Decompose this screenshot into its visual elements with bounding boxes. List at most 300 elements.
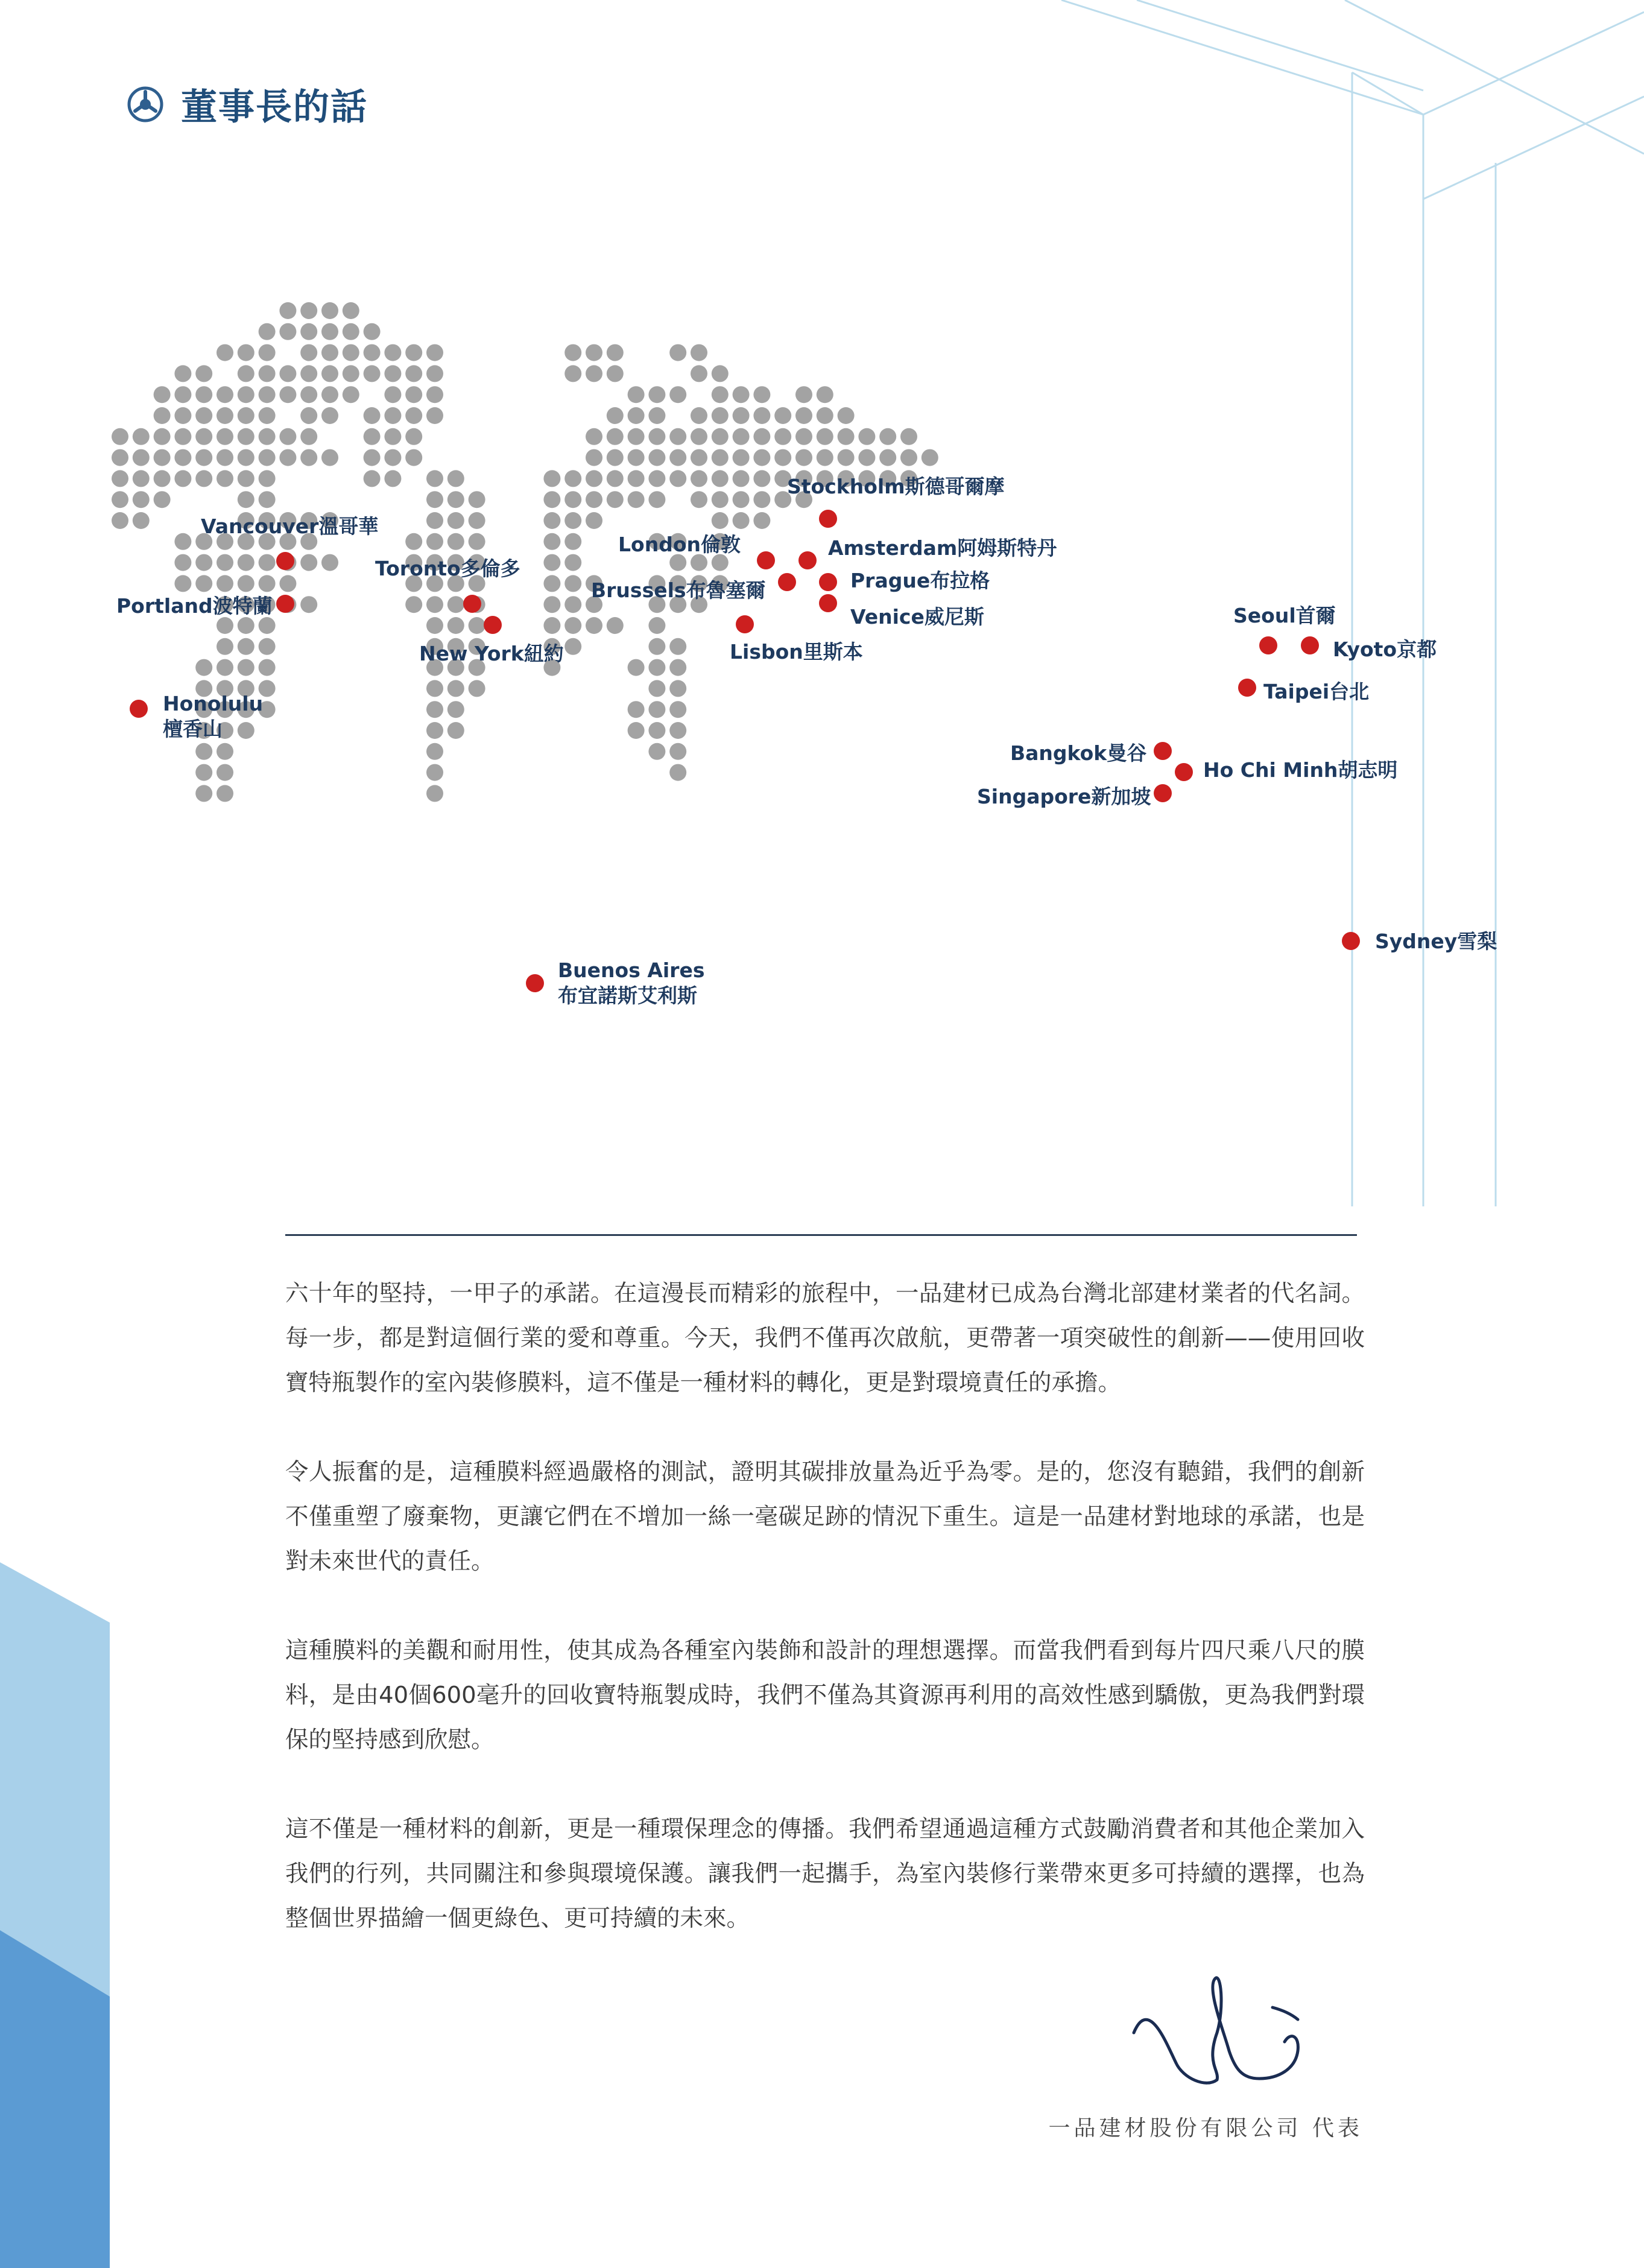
land-dot bbox=[259, 449, 276, 466]
city-marker-seoul bbox=[1259, 636, 1277, 654]
land-dot bbox=[795, 449, 812, 466]
land-dot bbox=[426, 491, 443, 508]
land-dot bbox=[543, 512, 560, 529]
land-dot bbox=[259, 323, 276, 340]
land-dot bbox=[259, 344, 276, 361]
land-dot bbox=[279, 428, 296, 445]
land-dot bbox=[364, 428, 381, 445]
land-dot bbox=[447, 680, 464, 697]
land-dot bbox=[607, 617, 624, 634]
city-marker-kyoto bbox=[1301, 636, 1319, 654]
land-dot bbox=[300, 323, 317, 340]
land-dot bbox=[753, 512, 770, 529]
land-dot bbox=[648, 722, 665, 739]
land-dot bbox=[112, 512, 128, 529]
land-dot bbox=[217, 344, 233, 361]
land-dot bbox=[154, 449, 171, 466]
land-dot bbox=[669, 764, 686, 781]
land-dot bbox=[217, 617, 233, 634]
land-dot bbox=[712, 386, 729, 403]
land-dot bbox=[364, 407, 381, 424]
city-label-ho-chi-minh: Ho Chi Minh胡志明 bbox=[1203, 758, 1398, 782]
land-dot bbox=[447, 722, 464, 739]
land-dot bbox=[321, 302, 338, 319]
city-marker-stockholm bbox=[819, 510, 837, 528]
land-dot bbox=[364, 323, 381, 340]
land-dot bbox=[259, 407, 276, 424]
land-dot bbox=[405, 533, 422, 550]
city-marker-singapore bbox=[1154, 784, 1172, 802]
land-dot bbox=[112, 449, 128, 466]
land-dot bbox=[712, 365, 729, 382]
city-label-vancouver: Vancouver溫哥華 bbox=[201, 515, 379, 538]
land-dot bbox=[607, 470, 624, 487]
land-dot bbox=[648, 617, 665, 634]
land-dot bbox=[669, 743, 686, 760]
signature-block bbox=[1025, 1960, 1363, 2153]
land-dot bbox=[691, 491, 707, 508]
land-dot bbox=[669, 722, 686, 739]
land-dot bbox=[238, 659, 255, 676]
land-dot bbox=[469, 491, 485, 508]
land-dot bbox=[112, 491, 128, 508]
land-dot bbox=[259, 638, 276, 655]
signature-image bbox=[1025, 1960, 1363, 2105]
land-dot bbox=[405, 344, 422, 361]
land-dot bbox=[669, 701, 686, 718]
land-dot bbox=[564, 638, 581, 655]
land-dot bbox=[195, 470, 212, 487]
land-dot bbox=[669, 428, 686, 445]
land-dot bbox=[564, 512, 581, 529]
land-dot bbox=[586, 365, 602, 382]
land-dot bbox=[426, 533, 443, 550]
land-dot bbox=[817, 449, 833, 466]
land-dot bbox=[364, 449, 381, 466]
land-dot bbox=[217, 407, 233, 424]
land-dot bbox=[691, 449, 707, 466]
land-dot bbox=[586, 428, 602, 445]
land-dot bbox=[586, 512, 602, 529]
land-dot bbox=[259, 386, 276, 403]
land-dot bbox=[648, 449, 665, 466]
land-dot bbox=[469, 533, 485, 550]
land-dot bbox=[300, 302, 317, 319]
land-dot bbox=[154, 386, 171, 403]
land-dot bbox=[564, 491, 581, 508]
land-dot bbox=[195, 743, 212, 760]
land-dot bbox=[300, 344, 317, 361]
land-dot bbox=[217, 764, 233, 781]
land-dot bbox=[900, 449, 917, 466]
land-dot bbox=[133, 470, 150, 487]
land-dot bbox=[586, 491, 602, 508]
land-dot bbox=[817, 428, 833, 445]
land-dot bbox=[259, 365, 276, 382]
land-dot bbox=[426, 785, 443, 802]
land-dot bbox=[259, 491, 276, 508]
land-dot bbox=[564, 575, 581, 592]
paragraph-2: 令人振奮的是，這種膜料經過嚴格的測試，證明其碳排放量為近乎為零。是的，您沒有聽錯，我們的創新不僅重塑了廢棄物，更讓它們在不增加一絲一毫碳足跡的情況下重生。這是一品建材對地球的承諾，也是對未來世代的責任。 bbox=[285, 1459, 1365, 1575]
land-dot bbox=[238, 554, 255, 571]
city-marker-bangkok bbox=[1154, 742, 1172, 760]
land-dot bbox=[733, 449, 750, 466]
land-dot bbox=[426, 386, 443, 403]
city-label-honolulu: Honolulu 檀香山 bbox=[163, 692, 264, 741]
letter-body bbox=[285, 1272, 1365, 1986]
land-dot bbox=[733, 386, 750, 403]
land-dot bbox=[174, 428, 191, 445]
page-title: 董事長的話 bbox=[181, 86, 368, 128]
city-label-new-york: New York紐約 bbox=[419, 642, 564, 665]
land-dot bbox=[195, 428, 212, 445]
land-dot bbox=[195, 407, 212, 424]
land-dot bbox=[469, 512, 485, 529]
land-dot bbox=[628, 659, 645, 676]
land-dot bbox=[238, 344, 255, 361]
land-dot bbox=[364, 344, 381, 361]
land-dot bbox=[321, 554, 338, 571]
land-dot bbox=[154, 407, 171, 424]
land-dot bbox=[405, 449, 422, 466]
land-dot bbox=[753, 470, 770, 487]
land-dot bbox=[133, 449, 150, 466]
land-dot bbox=[426, 407, 443, 424]
city-label-toronto: Toronto多倫多 bbox=[375, 557, 520, 580]
city-marker-venice bbox=[819, 594, 837, 612]
land-dot bbox=[586, 617, 602, 634]
land-dot bbox=[364, 365, 381, 382]
land-dot bbox=[174, 470, 191, 487]
land-dot bbox=[279, 302, 296, 319]
land-dot bbox=[426, 596, 443, 613]
land-dot bbox=[648, 659, 665, 676]
land-dot bbox=[321, 386, 338, 403]
land-dot bbox=[195, 365, 212, 382]
land-dot bbox=[543, 533, 560, 550]
land-dot bbox=[426, 365, 443, 382]
land-dot bbox=[543, 491, 560, 508]
land-dot bbox=[300, 428, 317, 445]
land-dot bbox=[648, 638, 665, 655]
land-dot bbox=[733, 491, 750, 508]
land-dot bbox=[133, 428, 150, 445]
land-dot bbox=[628, 386, 645, 403]
land-dot bbox=[195, 449, 212, 466]
city-marker-buenos-aires bbox=[526, 974, 544, 992]
land-dot bbox=[817, 407, 833, 424]
land-dot bbox=[648, 680, 665, 697]
land-dot bbox=[217, 386, 233, 403]
city-marker-taipei bbox=[1238, 679, 1256, 697]
land-dot bbox=[195, 575, 212, 592]
land-dot bbox=[238, 386, 255, 403]
land-dot bbox=[426, 722, 443, 739]
land-dot bbox=[669, 344, 686, 361]
land-dot bbox=[259, 554, 276, 571]
land-dot bbox=[259, 470, 276, 487]
land-dot bbox=[628, 407, 645, 424]
land-dot bbox=[669, 680, 686, 697]
land-dot bbox=[922, 449, 938, 466]
land-dot bbox=[217, 575, 233, 592]
land-dot bbox=[195, 764, 212, 781]
city-marker-ho-chi-minh bbox=[1175, 763, 1193, 781]
city-label-prague: Prague布拉格 bbox=[850, 569, 990, 592]
land-dot bbox=[300, 407, 317, 424]
land-dot bbox=[564, 533, 581, 550]
land-dot bbox=[753, 407, 770, 424]
paragraph-4: 這不僅是一種材料的創新，更是一種環保理念的傳播。我們希望通過這種方式鼓勵消費者和其他企業加入我們的行列，共同關注和參與環境保護。讓我們一起攜手，為室內裝修行業帶來更多可持續的選擇，也為整個世界描繪一個更綠色、更可持續的未來。 bbox=[285, 1816, 1365, 1932]
city-marker-prague bbox=[819, 573, 837, 591]
city-label-venice: Venice威尼斯 bbox=[850, 605, 984, 629]
land-dot bbox=[447, 470, 464, 487]
city-label-singapore: Singapore新加坡 bbox=[977, 785, 1151, 808]
land-dot bbox=[858, 428, 875, 445]
land-dot bbox=[238, 449, 255, 466]
land-dot bbox=[564, 344, 581, 361]
land-dot bbox=[174, 407, 191, 424]
city-label-bangkok: Bangkok曼谷 bbox=[1010, 741, 1147, 765]
land-dot bbox=[753, 386, 770, 403]
land-dot bbox=[733, 512, 750, 529]
land-dot bbox=[217, 785, 233, 802]
city-marker-lisbon bbox=[736, 615, 754, 633]
city-marker-brussels bbox=[778, 573, 796, 591]
city-label-lisbon: Lisbon里斯本 bbox=[730, 640, 863, 664]
land-dot bbox=[628, 428, 645, 445]
land-dot bbox=[279, 365, 296, 382]
land-dot bbox=[648, 428, 665, 445]
land-dot bbox=[607, 428, 624, 445]
land-dot bbox=[753, 449, 770, 466]
land-dot bbox=[426, 680, 443, 697]
land-dot bbox=[426, 617, 443, 634]
land-dot bbox=[405, 596, 422, 613]
land-dot bbox=[712, 512, 729, 529]
land-dot bbox=[384, 344, 401, 361]
land-dot bbox=[774, 407, 791, 424]
land-dot bbox=[321, 407, 338, 424]
land-dot bbox=[343, 365, 359, 382]
land-dot bbox=[238, 407, 255, 424]
land-dot bbox=[405, 386, 422, 403]
signature-caption: 一品建材股份有限公司 代表 bbox=[1048, 2116, 1363, 2141]
land-dot bbox=[648, 491, 665, 508]
land-dot bbox=[564, 470, 581, 487]
land-dot bbox=[238, 617, 255, 634]
land-dot bbox=[426, 344, 443, 361]
land-dot bbox=[133, 491, 150, 508]
land-dot bbox=[174, 386, 191, 403]
land-dot bbox=[405, 428, 422, 445]
land-dot bbox=[543, 575, 560, 592]
paragraph-1: 六十年的堅持，一甲子的承諾。在這漫長而精彩的旅程中，一品建材已成為台灣北部建材業者的代名詞。每一步，都是對這個行業的愛和尊重。今天，我們不僅再次啟航，更帶著一項突破性的創新——使用回收寶特瓶製作的室內裝修膜料，這不僅是一種材料的轉化，更是對環境責任的承擔。 bbox=[285, 1280, 1365, 1396]
land-dot bbox=[174, 533, 191, 550]
city-label-portland: Portland波特蘭 bbox=[116, 594, 273, 618]
land-dot bbox=[384, 470, 401, 487]
city-marker-new-york bbox=[484, 616, 502, 634]
land-dot bbox=[426, 701, 443, 718]
land-dot bbox=[543, 470, 560, 487]
land-dot bbox=[174, 575, 191, 592]
land-dot bbox=[238, 428, 255, 445]
land-dot bbox=[691, 470, 707, 487]
land-dot bbox=[364, 470, 381, 487]
city-marker-portland bbox=[276, 595, 294, 613]
land-dot bbox=[648, 701, 665, 718]
land-dot bbox=[586, 449, 602, 466]
land-dot bbox=[112, 470, 128, 487]
land-dot bbox=[607, 491, 624, 508]
land-dot bbox=[154, 470, 171, 487]
city-marker-london bbox=[757, 551, 775, 569]
land-dot bbox=[238, 575, 255, 592]
land-dot bbox=[300, 449, 317, 466]
city-marker-sydney bbox=[1342, 932, 1360, 950]
land-dot bbox=[691, 365, 707, 382]
land-dot bbox=[712, 491, 729, 508]
land-dot bbox=[838, 428, 855, 445]
land-dot bbox=[343, 386, 359, 403]
land-dot bbox=[238, 470, 255, 487]
city-marker-vancouver bbox=[276, 552, 294, 570]
land-dot bbox=[321, 365, 338, 382]
land-dot bbox=[133, 512, 150, 529]
land-dot bbox=[628, 491, 645, 508]
land-dot bbox=[469, 617, 485, 634]
land-dot bbox=[564, 365, 581, 382]
land-dot bbox=[174, 365, 191, 382]
land-dot bbox=[384, 428, 401, 445]
land-dot bbox=[691, 344, 707, 361]
land-dot bbox=[753, 491, 770, 508]
land-dot bbox=[879, 428, 896, 445]
land-dot bbox=[195, 554, 212, 571]
land-dot bbox=[343, 344, 359, 361]
city-label-amsterdam: Amsterdam阿姆斯特丹 bbox=[828, 536, 1057, 560]
city-marker-toronto bbox=[463, 595, 481, 613]
land-dot bbox=[384, 386, 401, 403]
land-dot bbox=[426, 512, 443, 529]
land-dot bbox=[259, 659, 276, 676]
land-dot bbox=[384, 449, 401, 466]
paragraph-3: 這種膜料的美觀和耐用性，使其成為各種室內裝飾和設計的理想選擇。而當我們看到每片四尺乘八尺的膜料，是由40個600毫升的回收寶特瓶製成時，我們不僅為其資源再利用的高效性感到驕傲，更為我們對環保的堅持感到欣慰。 bbox=[285, 1637, 1365, 1753]
land-dot bbox=[259, 617, 276, 634]
land-dot bbox=[733, 428, 750, 445]
land-dot bbox=[300, 554, 317, 571]
land-dot bbox=[795, 386, 812, 403]
land-dot bbox=[669, 659, 686, 676]
land-dot bbox=[154, 491, 171, 508]
land-dot bbox=[426, 470, 443, 487]
land-dot bbox=[447, 701, 464, 718]
land-dot bbox=[669, 386, 686, 403]
city-label-london: London倫敦 bbox=[618, 533, 741, 556]
land-dot bbox=[712, 428, 729, 445]
city-label-kyoto: Kyoto京都 bbox=[1333, 638, 1437, 661]
land-dot bbox=[900, 428, 917, 445]
land-dot bbox=[279, 323, 296, 340]
land-dot bbox=[607, 365, 624, 382]
land-dot bbox=[543, 554, 560, 571]
land-dot bbox=[607, 449, 624, 466]
land-dot bbox=[733, 470, 750, 487]
city-marker-honolulu bbox=[130, 700, 148, 718]
land-dot bbox=[195, 659, 212, 676]
land-dot bbox=[564, 617, 581, 634]
land-dot bbox=[112, 428, 128, 445]
land-dot bbox=[607, 407, 624, 424]
land-dot bbox=[564, 596, 581, 613]
land-dot bbox=[259, 575, 276, 592]
city-label-seoul: Seoul首爾 bbox=[1233, 604, 1336, 627]
land-dot bbox=[238, 638, 255, 655]
land-dot bbox=[774, 449, 791, 466]
land-dot bbox=[817, 386, 833, 403]
land-dot bbox=[217, 554, 233, 571]
land-dot bbox=[628, 449, 645, 466]
land-dot bbox=[195, 386, 212, 403]
land-dot bbox=[279, 575, 296, 592]
land-dot bbox=[712, 470, 729, 487]
land-dot bbox=[447, 491, 464, 508]
land-dot bbox=[217, 470, 233, 487]
land-dot bbox=[586, 470, 602, 487]
land-dot bbox=[628, 722, 645, 739]
city-marker-amsterdam bbox=[798, 551, 817, 569]
land-dot bbox=[648, 386, 665, 403]
land-dot bbox=[447, 533, 464, 550]
land-dot bbox=[628, 470, 645, 487]
land-dot bbox=[543, 617, 560, 634]
section-divider bbox=[285, 1234, 1357, 1236]
land-dot bbox=[669, 638, 686, 655]
land-dot bbox=[217, 743, 233, 760]
land-dot bbox=[259, 428, 276, 445]
land-dot bbox=[447, 596, 464, 613]
land-dot bbox=[733, 407, 750, 424]
land-dot bbox=[300, 596, 317, 613]
land-dot bbox=[712, 449, 729, 466]
land-dot bbox=[712, 407, 729, 424]
city-label-sydney: Sydney雪梨 bbox=[1375, 930, 1497, 953]
land-dot bbox=[321, 323, 338, 340]
land-dot bbox=[795, 407, 812, 424]
land-dot bbox=[838, 449, 855, 466]
land-dot bbox=[879, 449, 896, 466]
land-dot bbox=[343, 302, 359, 319]
land-dot bbox=[300, 386, 317, 403]
land-dot bbox=[858, 449, 875, 466]
land-dot bbox=[217, 428, 233, 445]
land-dot bbox=[469, 680, 485, 697]
land-dot bbox=[669, 449, 686, 466]
land-dot bbox=[238, 365, 255, 382]
land-dot bbox=[174, 449, 191, 466]
land-dot bbox=[838, 407, 855, 424]
land-dot bbox=[217, 659, 233, 676]
land-dot bbox=[691, 407, 707, 424]
land-dot bbox=[217, 449, 233, 466]
city-label-brussels: Brussels布魯塞爾 bbox=[591, 578, 766, 602]
land-dot bbox=[669, 470, 686, 487]
city-label-buenos-aires: Buenos Aires 布宜諾斯艾利斯 bbox=[558, 958, 705, 1007]
land-dot bbox=[154, 428, 171, 445]
city-label-stockholm: Stockholm斯德哥爾摩 bbox=[787, 475, 1005, 498]
land-dot bbox=[384, 365, 401, 382]
land-dot bbox=[774, 428, 791, 445]
